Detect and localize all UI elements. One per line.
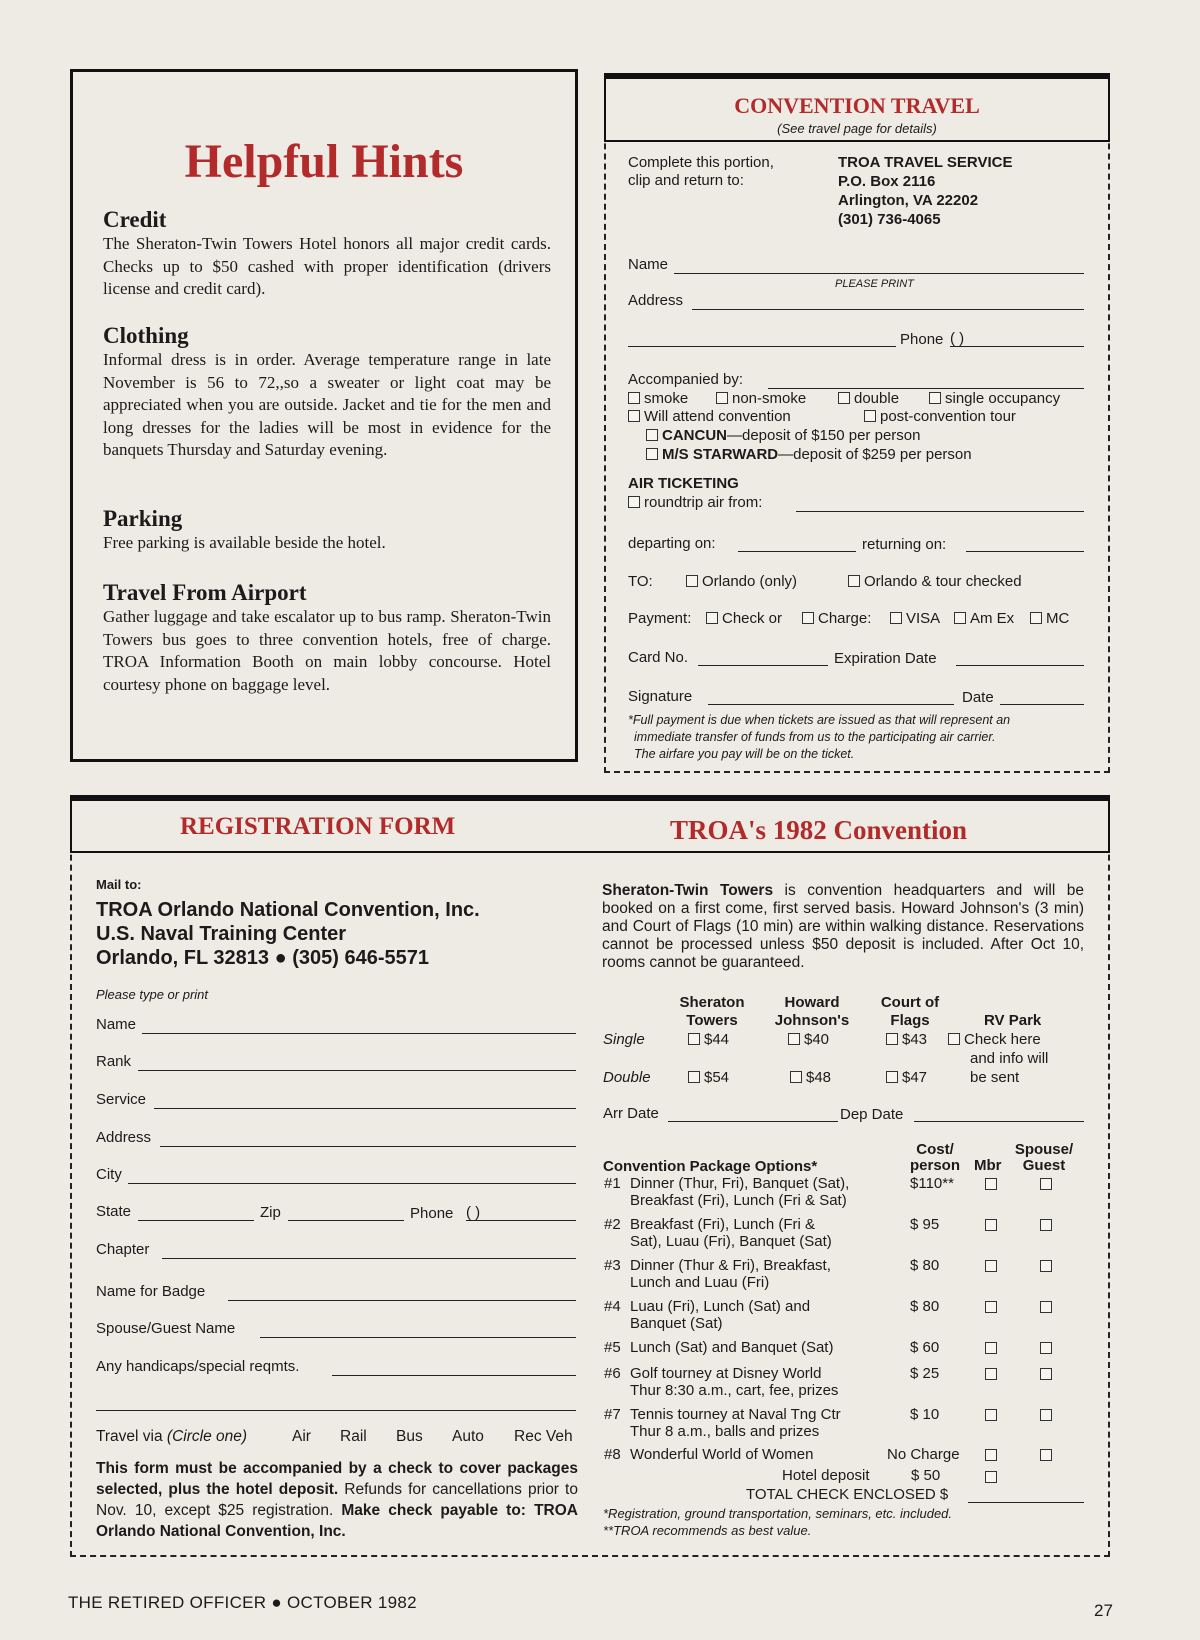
reg-name-field[interactable]	[142, 1033, 576, 1034]
registration-notice: This form must be accompanied by a check to cover packages selected, plus the hotel deposit. Refunds for cancellations prior to Nov. 10, except $25 registration. Make check payable to: TROA Orlando National Convention, Inc.	[96, 1460, 578, 1540]
travel-footnote-3: The airfare you pay will be on the ticket.	[634, 747, 855, 761]
package-member-checkbox[interactable]	[985, 1449, 997, 1461]
nonsmoke-checkbox[interactable]	[716, 392, 728, 404]
travel-subtitle: (See travel page for details)	[777, 121, 937, 136]
to-label: TO:	[628, 573, 653, 590]
card-label: Card No.	[628, 649, 689, 666]
reg-state-field[interactable]	[138, 1220, 254, 1221]
reg-handicaps-field[interactable]	[332, 1375, 576, 1376]
signature-label: Signature	[628, 688, 693, 705]
pay-check[interactable]: Check or	[706, 610, 782, 628]
starward-checkbox[interactable]	[646, 448, 658, 460]
col-spouse: Spouse/ Guest	[1014, 1141, 1074, 1174]
accompanied-label: Accompanied by:	[628, 371, 744, 388]
hint-text-clothing: Informal dress is in order. Average temperature range in late November is 56 to 72,,so a sweater or light coat may be appreciated when you are outside. Jacket and tie for the men and long dresses for the ladies will be most in evidence for the banquets Thursday and Saturday evening.	[103, 350, 551, 459]
package-line-2: Banquet (Sat)	[630, 1315, 723, 1332]
rv-info: and info will	[970, 1050, 1049, 1067]
package-heading: Convention Package Options*	[603, 1158, 818, 1175]
package-line-1: Lunch (Sat) and Banquet (Sat)	[630, 1339, 834, 1356]
mail-address-2: U.S. Naval Training Center	[96, 923, 347, 945]
convention-travel-header	[604, 73, 1110, 142]
opt-attend[interactable]: Will attend convention	[628, 408, 791, 426]
rate-howard-double[interactable]: $48	[790, 1069, 831, 1087]
package-line-1: Luau (Fri), Lunch (Sat) and	[630, 1298, 811, 1315]
travel-name-label: Name	[628, 256, 669, 273]
travel-address-4: (301) 736-4065	[838, 211, 941, 228]
package-line-2: Sat), Luau (Fri), Banquet (Sat)	[630, 1233, 832, 1250]
payment-label: Payment:	[628, 610, 692, 627]
arr-date-field[interactable]	[668, 1121, 838, 1122]
reg-phone-label: Phone	[410, 1205, 454, 1222]
rv-checkbox[interactable]	[948, 1033, 960, 1045]
travel-name-field[interactable]	[674, 273, 1084, 274]
pay-charge[interactable]: Charge:	[802, 610, 871, 628]
reg-spouse-label: Spouse/Guest Name	[96, 1320, 236, 1337]
package-member-checkbox[interactable]	[985, 1368, 997, 1380]
hotel-header-rv: RV Park	[984, 1012, 1042, 1029]
package-number: #4	[604, 1298, 621, 1315]
rv-sent: be sent	[970, 1069, 1020, 1086]
package-cost: No Charge	[887, 1446, 960, 1463]
travel-address-3: Arlington, VA 22202	[838, 192, 979, 209]
package-line-1: Wonderful World of Women	[630, 1446, 814, 1463]
convention-intro: Sheraton-Twin Towers is convention headquarters and will be booked on a first come, first served basis. Howard Johnson's (3 min) and Court of Flags (10 min) are within walking distance. Reservations cannot be processed unless $50 deposit is included. After Oct 10, rooms cannot be guaranteed.	[602, 882, 1084, 971]
type-print-note: Please type or print	[96, 987, 209, 1002]
package-member-checkbox[interactable]	[985, 1409, 997, 1421]
travel-address-field-2[interactable]	[628, 346, 896, 347]
package-number: #1	[604, 1175, 621, 1192]
package-line-2: Thur 8:30 a.m., cart, fee, prizes	[630, 1382, 839, 1399]
package-line-1: Dinner (Thur & Fri), Breakfast,	[630, 1257, 831, 1274]
reg-city-field[interactable]	[128, 1183, 576, 1184]
package-cost: $ 60	[910, 1339, 940, 1356]
hint-heading-parking: Parking	[103, 506, 183, 531]
opt-smoke[interactable]: smoke	[628, 390, 688, 408]
date-label: Date	[962, 689, 994, 706]
registration-title: REGISTRATION FORM	[180, 813, 456, 840]
mail-address-1: TROA Orlando National Convention, Inc.	[96, 899, 480, 921]
reg-rank-label: Rank	[96, 1053, 132, 1070]
please-print-note: PLEASE PRINT	[835, 278, 914, 290]
hotel-header-howard: Howard Johnson's	[774, 994, 850, 1029]
travel-via-air[interactable]: Air	[292, 1428, 311, 1445]
pay-amex[interactable]: Am Ex	[954, 610, 1014, 628]
opt-double[interactable]: double	[838, 390, 899, 408]
rate-court-double[interactable]: $47	[886, 1069, 927, 1087]
departing-field[interactable]	[738, 551, 856, 552]
registration-header	[70, 795, 1110, 853]
travel-via-bus[interactable]: Bus	[396, 1428, 423, 1445]
rate-sheraton-double[interactable]: $54	[688, 1069, 729, 1087]
travel-address-2: P.O. Box 2116	[838, 173, 936, 190]
package-footnote-2: **TROA recommends as best value.	[603, 1523, 812, 1538]
package-cost: $ 80	[910, 1257, 940, 1274]
package-guest-checkbox[interactable]	[1040, 1368, 1052, 1380]
amex-checkbox[interactable]	[954, 612, 966, 624]
hints-title: Helpful Hints	[184, 135, 464, 188]
hotel-deposit-value: $ 50	[911, 1467, 941, 1484]
travel-footnote-1: *Full payment is due when tickets are issued as that will represent an	[628, 713, 1011, 727]
reg-handicaps-label: Any handicaps/special reqmts.	[96, 1358, 300, 1375]
package-cost: $ 10	[910, 1406, 940, 1423]
visa-checkbox[interactable]	[890, 612, 902, 624]
travel-via-rail[interactable]: Rail	[340, 1428, 367, 1445]
package-cost: $ 80	[910, 1298, 940, 1315]
package-cost: $ 95	[910, 1216, 940, 1233]
package-number: #6	[604, 1365, 621, 1382]
reg-service-field[interactable]	[154, 1108, 576, 1109]
clip-instructions-2: clip and return to:	[628, 172, 744, 189]
package-line-1: Tennis tourney at Naval Tng Ctr	[630, 1406, 841, 1423]
reg-name-label: Name	[96, 1016, 137, 1033]
reg-zip-field[interactable]	[288, 1220, 404, 1221]
orlando-tour-checkbox[interactable]	[848, 575, 860, 587]
dep-date-field[interactable]	[914, 1121, 1084, 1122]
convention-title: TROA's 1982 Convention	[670, 815, 968, 845]
travel-address-field[interactable]	[692, 309, 1084, 310]
returning-label: returning on:	[862, 536, 947, 553]
travel-phone-field[interactable]	[950, 346, 1084, 347]
roundtrip-field[interactable]	[796, 511, 1084, 512]
opt-single[interactable]: single occupancy	[929, 390, 1060, 408]
package-line-1: Breakfast (Fri), Lunch (Fri &	[630, 1216, 816, 1233]
reg-badge-label: Name for Badge	[96, 1283, 206, 1300]
package-line-1: Dinner (Thur, Fri), Banquet (Sat),	[630, 1175, 850, 1192]
reg-phone-field[interactable]	[466, 1220, 576, 1221]
package-number: #2	[604, 1216, 621, 1233]
smoke-checkbox[interactable]	[628, 392, 640, 404]
mail-address-3: Orlando, FL 32813 ● (305) 646-5571	[96, 947, 429, 969]
page-number: 27	[1094, 1601, 1113, 1620]
package-number: #3	[604, 1257, 621, 1274]
helpful-hints-box	[70, 69, 578, 762]
hotel-deposit-checkbox[interactable]	[985, 1471, 997, 1483]
cancun-checkbox[interactable]	[646, 429, 658, 441]
package-footnote-1: *Registration, ground transportation, seminars, etc. included.	[603, 1506, 953, 1521]
reg-badge-field[interactable]	[228, 1300, 576, 1301]
package-number: #7	[604, 1406, 621, 1423]
opt-post-tour[interactable]: post-convention tour	[864, 408, 1016, 426]
orlando-only-checkbox[interactable]	[686, 575, 698, 587]
double-checkbox[interactable]	[838, 392, 850, 404]
exp-label: Expiration Date	[834, 650, 937, 667]
package-guest-checkbox[interactable]	[1040, 1342, 1052, 1354]
date-field[interactable]	[1000, 704, 1084, 705]
clip-instructions-1: Complete this portion,	[628, 154, 774, 171]
package-number: #8	[604, 1446, 621, 1463]
accompanied-field[interactable]	[768, 388, 1084, 389]
package-line-1: Golf tourney at Disney World	[630, 1365, 822, 1382]
package-cost: $110**	[910, 1175, 954, 1192]
package-guest-checkbox[interactable]	[1040, 1409, 1052, 1421]
package-guest-checkbox[interactable]	[1040, 1178, 1052, 1190]
roundtrip-label[interactable]: roundtrip air from:	[628, 494, 762, 512]
reg-chapter-field[interactable]	[162, 1258, 576, 1259]
reg-handicaps-field-2[interactable]	[96, 1410, 576, 1411]
travel-address-label: Address	[628, 292, 684, 309]
arr-date-label: Arr Date	[603, 1105, 659, 1122]
travel-title: CONVENTION TRAVEL	[734, 93, 980, 118]
package-line-2: Lunch and Luau (Fri)	[630, 1274, 770, 1291]
rate-howard-single[interactable]: $40	[788, 1031, 829, 1049]
hint-heading-credit: Credit	[103, 207, 167, 232]
col-mbr: Mbr	[974, 1157, 1002, 1174]
returning-field[interactable]	[966, 551, 1084, 552]
reg-service-label: Service	[96, 1091, 147, 1108]
rate-sheraton-single[interactable]: $44	[688, 1031, 729, 1049]
package-member-checkbox[interactable]	[985, 1219, 997, 1231]
exp-field[interactable]	[956, 665, 1084, 666]
opt-nonsmoke[interactable]: non-smoke	[716, 390, 806, 408]
opt-cancun[interactable]: CANCUN—deposit of $150 per person	[646, 427, 920, 445]
hint-heading-airport: Travel From Airport	[103, 580, 307, 605]
travel-via-row: Travel via (Circle one)	[96, 1428, 248, 1445]
package-number: #5	[604, 1339, 621, 1356]
roundtrip-checkbox[interactable]	[628, 496, 640, 508]
publication-footer: THE RETIRED OFFICER ● OCTOBER 1982	[68, 1593, 417, 1612]
package-line-2: Thur 8 a.m., balls and prizes	[630, 1423, 820, 1440]
reg-city-label: City	[96, 1166, 122, 1183]
mail-to-label: Mail to:	[96, 877, 142, 892]
dep-date-label: Dep Date	[840, 1106, 904, 1123]
rv-check[interactable]: Check here	[948, 1031, 1041, 1049]
air-ticketing-heading: AIR TICKETING	[628, 475, 739, 492]
single-label: Single	[603, 1031, 645, 1048]
reg-zip-label: Zip	[260, 1204, 281, 1221]
double-label: Double	[603, 1069, 651, 1086]
hint-text-airport: Gather luggage and take escalator up to bus ramp. Sheraton-Twin Towers bus goes to three convention hotels, free of charge. TROA Information Booth on main lobby concourse. Hotel courtesy phone on baggage level.	[103, 607, 551, 694]
check-checkbox[interactable]	[706, 612, 718, 624]
total-label: TOTAL CHECK ENCLOSED $	[746, 1486, 949, 1503]
travel-phone-label: Phone	[900, 331, 944, 348]
hotel-deposit-label: Hotel deposit	[782, 1467, 870, 1484]
package-member-checkbox[interactable]	[985, 1260, 997, 1272]
travel-via-recveh[interactable]: Rec Veh	[514, 1428, 573, 1445]
travel-via-auto[interactable]: Auto	[452, 1428, 484, 1445]
rate-court-single[interactable]: $43	[886, 1031, 927, 1049]
charge-checkbox[interactable]	[802, 612, 814, 624]
package-cost: $ 25	[910, 1365, 940, 1382]
pay-mc[interactable]: MC	[1030, 610, 1069, 628]
card-field[interactable]	[698, 665, 828, 666]
package-guest-checkbox[interactable]	[1040, 1260, 1052, 1272]
pay-visa[interactable]: VISA	[890, 610, 940, 628]
reg-phone-paren: ( )	[466, 1204, 481, 1221]
reg-state-label: State	[96, 1203, 132, 1220]
reg-spouse-field[interactable]	[260, 1337, 576, 1338]
travel-footnote-2: immediate transfer of funds from us to the participating air carrier.	[634, 730, 996, 744]
opt-starward[interactable]: M/S STARWARD—deposit of $259 per person	[646, 446, 972, 464]
package-guest-checkbox[interactable]	[1040, 1219, 1052, 1231]
package-guest-checkbox[interactable]	[1040, 1449, 1052, 1461]
reg-chapter-label: Chapter	[96, 1241, 150, 1258]
hint-text-credit: The Sheraton-Twin Towers Hotel honors all major credit cards. Checks up to $50 cashed with proper identification (drivers license and credit card).	[103, 234, 551, 298]
package-member-checkbox[interactable]	[985, 1301, 997, 1313]
package-member-checkbox[interactable]	[985, 1342, 997, 1354]
post-tour-checkbox[interactable]	[864, 410, 876, 422]
reg-address-label: Address	[96, 1129, 152, 1146]
hotel-header-sheraton: Sheraton Towers	[679, 994, 745, 1029]
package-guest-checkbox[interactable]	[1040, 1301, 1052, 1313]
opt-orlando-only[interactable]: Orlando (only)	[686, 573, 797, 591]
hint-text-parking: Free parking is available beside the hotel.	[103, 533, 386, 552]
travel-address-1: TROA TRAVEL SERVICE	[838, 154, 1013, 171]
total-field[interactable]	[968, 1502, 1084, 1503]
departing-label: departing on:	[628, 535, 716, 552]
package-member-checkbox[interactable]	[985, 1178, 997, 1190]
travel-phone-paren: ( )	[950, 330, 965, 347]
mc-checkbox[interactable]	[1030, 612, 1042, 624]
attend-checkbox[interactable]	[628, 410, 640, 422]
col-cost: Cost/ person	[909, 1141, 960, 1174]
reg-rank-field[interactable]	[138, 1070, 576, 1071]
hotel-header-court: Court of Flags	[880, 994, 940, 1029]
signature-field[interactable]	[708, 704, 954, 705]
package-line-2: Breakfast (Fri), Lunch (Fri & Sat)	[630, 1192, 847, 1209]
single-checkbox[interactable]	[929, 392, 941, 404]
opt-orlando-tour[interactable]: Orlando & tour checked	[848, 573, 1022, 591]
reg-address-field[interactable]	[160, 1146, 576, 1147]
hint-heading-clothing: Clothing	[103, 323, 189, 348]
